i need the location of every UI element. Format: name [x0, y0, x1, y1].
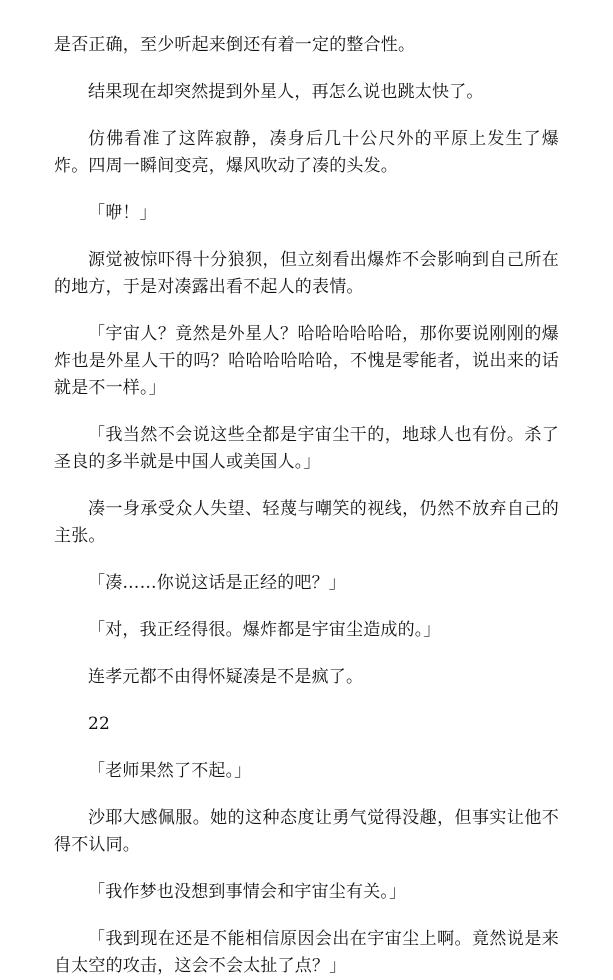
- paragraph: 沙耶大感佩服。她的这种态度让勇气觉得没趣，但事实让他不得不认同。: [54, 808, 559, 855]
- paragraph-continuation: 是否正确，至少听起来倒还有着一定的整合性。: [54, 35, 416, 55]
- paragraph: 结果现在却突然提到外星人，再怎么说也跳太快了。: [88, 82, 484, 102]
- paragraph: 仿佛看准了这阵寂静，凑身后几十公尺外的平原上发生了爆炸。四周一瞬间变亮，爆风吹动了凑的头发。: [54, 129, 559, 176]
- dialogue-line: 「我当然不会说这些全都是宇宙尘干的，地球人也有份。杀了圣良的多半就是中国人或美国人。」: [54, 425, 559, 472]
- section-number: 22: [88, 714, 111, 734]
- dialogue-line: 「咿！」: [88, 203, 157, 223]
- dialogue-line: 「老师果然了不起。」: [88, 761, 252, 781]
- dialogue-line: 「凑……你说这话是正经的吧？」: [88, 573, 346, 593]
- dialogue-line: 「宇宙人？竟然是外星人？哈哈哈哈哈哈，那你要说刚刚的爆炸也是外星人干的吗？哈哈哈哈哈哈，不愧是零能者，说出来的话就是不一样。」: [54, 324, 559, 398]
- dialogue-line: 「我作梦也没想到事情会和宇宙尘有关。」: [88, 882, 407, 902]
- paragraph: 连孝元都不由得怀疑凑是不是疯了。: [88, 667, 364, 687]
- dialogue-line: 「我到现在还是不能相信原因会出在宇宙尘上啊。竟然说是来自太空的攻击，这会不会太扯了点？」: [54, 929, 559, 976]
- paragraph: 源觉被惊吓得十分狼狈，但立刻看出爆炸不会影响到自己所在的地方，于是对凑露出看不起人的表情。: [54, 250, 559, 297]
- paragraph: 凑一身承受众人失望、轻蔑与嘲笑的视线，仍然不放弃自己的主张。: [54, 499, 559, 546]
- dialogue-line: 「对，我正经得很。爆炸都是宇宙尘造成的。」: [88, 620, 441, 640]
